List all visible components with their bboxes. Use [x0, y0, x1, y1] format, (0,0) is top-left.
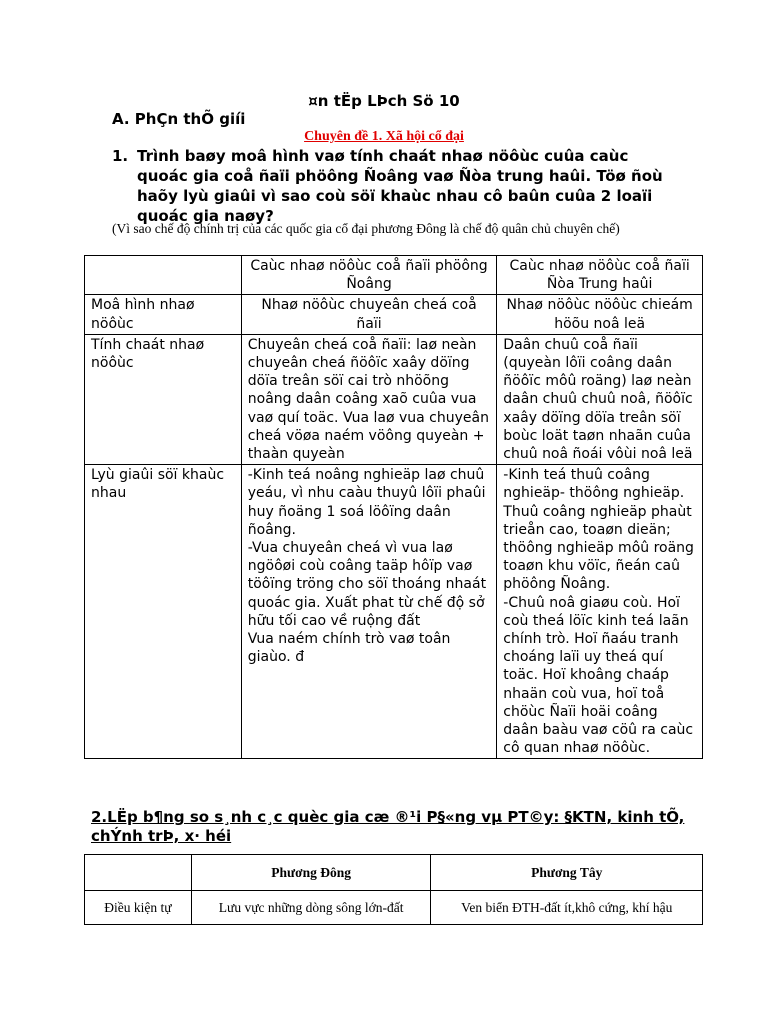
comparison-table-1 [84, 255, 703, 759]
table-header-row [85, 256, 703, 295]
east-cell: Chuyeân cheá coå ñaïi: laø neàn chuyeân cheá ñöôïc xaây döïng döïa treân söï cai trò nhöõng noâng daân coâng xaõ cuûa vua vaø quí toäc. Vua laø vua chuyeân cheá vöøa naém vöông quyeàn + thaàn quyeàn [241, 334, 497, 464]
question-1-text: Trình baøy moâ hình vaø tính chaát nhaø nöôùc cuûa caùc quoác gia coå ñaïi phöông Ñoâng vaø Ñòa trung haûi. Töø ñoù haõy lyù giaûi vì sao coù söï khaùc nhau cô baûn cuûa 2 loaïi quoác gia naøy? [137, 147, 663, 225]
question-1 [112, 146, 672, 226]
west-cell: -Kinh teá thuû coâng nghieäp- thöông nghieäp. Thuû coâng nghieäp phaùt trieån cao, toaøn dieän; thöông nghieäp môû roäng toaøn khu vöïc, ñeán caû phöông Ñoâng. -Chuû noâ giaøu coù. Hoï coù theá löïc kinh teá laãn chính trò. Hoï ñaáu tranh choáng laïi uy theá quí toäc. Hoï khoâng chaáp nhaän coù vua, hoï toå chöùc Ñaïi hoäi coâng daân baàu vaø cöû ra caùc cô quan nhaø nöôùc. [497, 465, 703, 759]
topic-heading: Chuyên đề 1. Xã hội cổ đại [304, 129, 464, 144]
section-heading: A. PhÇn thÕ giíi [112, 110, 246, 128]
west-cell: Daân chuû coå ñaïi (quyeàn lôïi coâng daân ñöôïc môû roäng) laø neàn daân chuû chuû noâ, ñöôïc xaây döïng döïa treân söï boùc loät taøn nhaãn cuûa chuû noâ ñoái vôùi noâ leä [497, 334, 703, 464]
row-label: Tính chaát nhaø nöôùc [85, 334, 242, 464]
table-row [85, 891, 703, 925]
west-cell: Nhaø nöôùc nöôùc chieám höõu noâ leä [497, 295, 703, 334]
table-row [85, 295, 703, 334]
row-label: Lyù giaûi söï khaùc nhau [85, 465, 242, 759]
table-header-cell: Phương Tây [431, 855, 703, 891]
question-1-number: 1. [112, 147, 129, 165]
table-row [85, 465, 703, 759]
row-label: Moâ hình nhaø nöôùc [85, 295, 242, 334]
east-cell: Lưu vực những dòng sông lớn-đất [191, 891, 431, 925]
table-header-cell: Phương Đông [191, 855, 431, 891]
comparison-table-2 [84, 854, 703, 925]
east-cell: -Kinh teá noâng nghieäp laø chuû yeáu, vì nhu caàu thuyû lôïi phaûi huy ñoäng 1 soá löôïng daân ñoâng. -Vua chuyeân cheá vì vua laø ngöôøi coù coâng taäp hôïp vaø töôïng tröng cho söï thoáng nhaát quoác gia. Xuất phat từ chế độ sở hữu tối cao về ruộng đất Vua naém chính trò vaø toân giaùo. đ [241, 465, 497, 759]
question-1-note: (Vì sao chế độ chính trị của các quốc gia cổ đại phương Đông là chế độ quân chủ chuyên chế) [112, 221, 620, 236]
table-header-cell [85, 256, 242, 295]
question-2: 2.LËp b¶ng so s¸nh c¸c quèc gia cæ ®¹i P§«ng vµ PT©y: §KTN, kinh tÕ, chÝnh trÞ, x· héi [91, 808, 685, 845]
document-title: ¤n tËp LÞch Sö 10 [308, 92, 460, 110]
table-row [85, 334, 703, 464]
table-header-cell: Caùc nhaø nöôùc coå ñaïi Ñòa Trung haûi [497, 256, 703, 295]
table-header-cell [85, 855, 192, 891]
table-header-row [85, 855, 703, 891]
row-label: Điều kiện tự [85, 891, 192, 925]
east-cell: Nhaø nöôùc chuyeân cheá coå ñaïi [241, 295, 497, 334]
table-header-cell: Caùc nhaø nöôùc coå ñaïi phöông Ñoâng [241, 256, 497, 295]
west-cell: Ven biển ĐTH-đất ít,khô cứng, khí hậu [431, 891, 703, 925]
